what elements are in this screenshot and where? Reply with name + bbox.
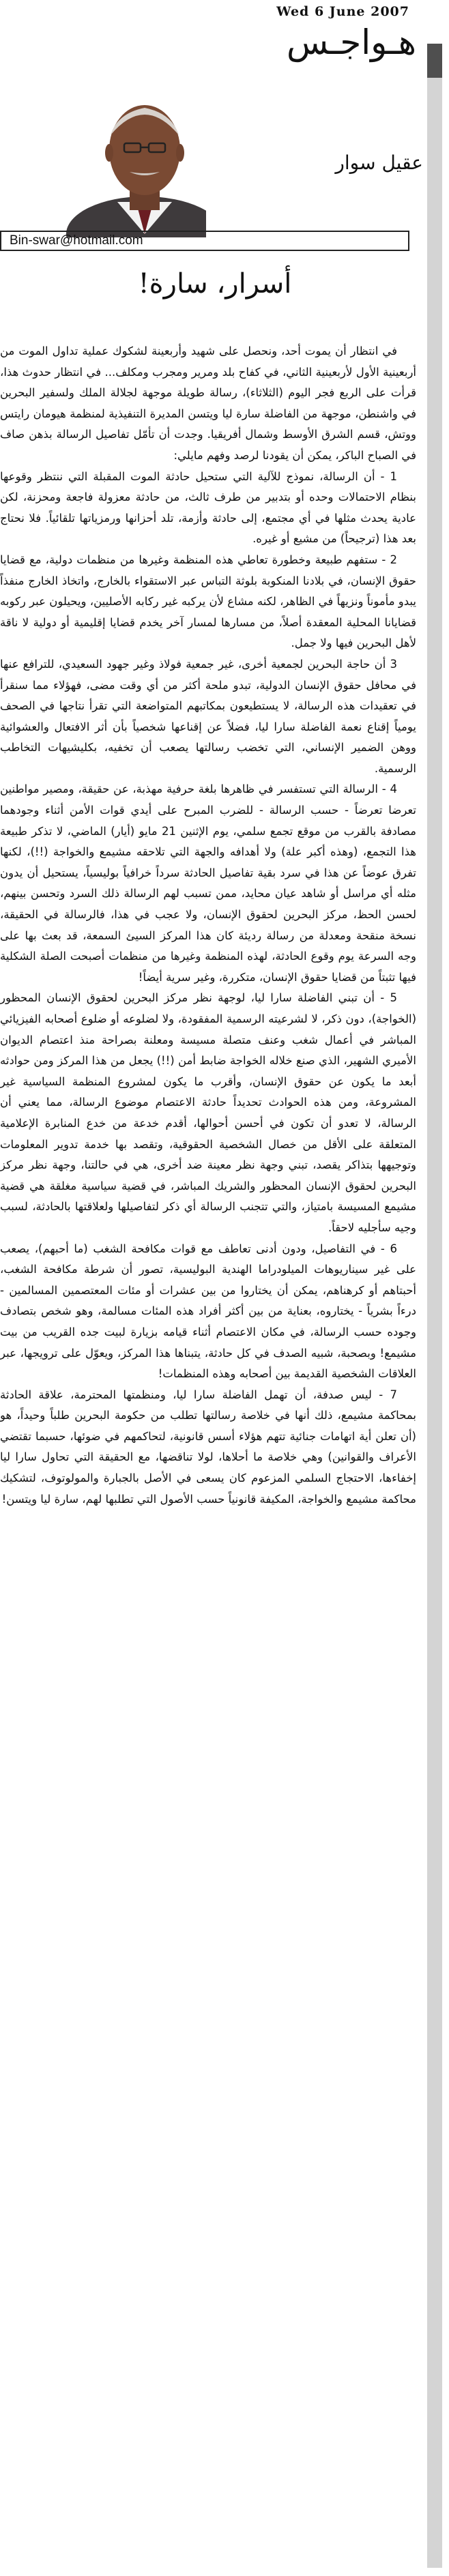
column-name: هـواجـس bbox=[286, 23, 416, 62]
author-email: Bin-swar@hotmail.com bbox=[10, 233, 143, 248]
article-headline: أسرار، سارة! bbox=[138, 268, 292, 299]
column-side-bar-dark bbox=[427, 44, 442, 78]
article-body bbox=[0, 341, 416, 1510]
author-portrait bbox=[42, 87, 206, 237]
author-email-box bbox=[0, 231, 409, 251]
article-paragraph: 4 - الرسالة التي تستفسر في ظاهرها بلغة حرفية مهذبة، عن حقيقة، ومصير مواطنين تعرضا تعرضاً - حسب الرسالة - للضرب المبرح على أيدي قوات الأمن أثناء وجودهما مصادفة بالقرب من موقع تجمع سلمي، يوم الإثنين 21 مايو (أيار) الماضي، لا تذكر طبيعة هذا التجمع، (وهذه أكبر علة) ولا أهدافه والجهة التي تلاحقه مشيمع والخواجة (!!)، لكنها تفرق عوضاً عن هذا في سرد بقية تفاصيل الحادثة سرداً خرافياً بوليسياً، يستحيل أن يدون مثله أي مراسل أو شاهد عيان محايد، ممن تسبب لهم الرسالة ذلك السرد وتحسن بينهم، لحسن الحظ، مركز البحرين لحقوق الإنسان، ولا عجب في هذا، فالرسالة في الحقيقة، نسخة منقحة ومعدلة من رسالة رديئة كان هذا المركز السيئ السمعة، قد بعث بها على وجه السرعة يوم وقوع الحادثة، لهذه المنظمة وغيرها من منظمات أصبحت الصلة الشكلية فيها تثبتاً من قضايا حقوق الإنسان، متكررة، وغير سرية أيضاً! bbox=[0, 782, 416, 984]
author-name: عقيل سوار bbox=[335, 151, 423, 174]
article-paragraph: 5 - أن تبني الفاضلة سارا ليا، لوجهة نظر مركز البحرين لحقوق الإنسان المحظور (الخواجة)، دون ذكر، لا لشرعيته الرسمية المفقودة، ولا لضلوعه أو ضلوع أصحابه الفيزيائي المباشر في أعمال شغب وعنف متصلة مسيسة ومعلنة بصراحة منذ اعتصام الديوان الأميري الشهير، الذي صنع خلاله الخواجة ضابط أمن (!!) يجعل من هذا المركز ومن حوادثه أبعد ما يكون عن حقوق الإنسان، وأقرب ما يكون لمشروع المنظمة السياسية غير المشروعة، ومن هذه الحوادث تحديداً حادثة الاعتصام موضوع الرسالة، مما يعني أن الرسالة، لا تعدو أن تكون في أحسن أحوالها، أقدم خدعة من خدع المنابرة الإعلامية المتعلقة على الأقل من خصال الشخصية الحقوقية، وتقصد بها خدمة تدوير المعلومات وتوجيهها بتذاكر يقصد، تبني وجهة نظر معينة ضد أخرى، هي في حالتنا، وجهة نظر مركز البحرين لحقوق الإنسان المحظور والشريك المباشر، في قضية سياسية مغلقة هي قضية مشيمع المسيسة بامتياز، والتي تتجنب الرسالة أي ذكر لتفاصيلها ولعلاقتها بالحادثة، لسبب وجيه سأجليه لاحقاً. bbox=[0, 991, 416, 1234]
article-paragraph: 3 أن حاجة البحرين لجمعية أخرى، غير جمعية فولاذ وغير جهود السعيدي، للترافع عنها في محافل حقوق الإنسان الدولية، تبدو ملحة أكثر من أي وقت مضى، فهؤلاء مما سنقرأ في تعقيدات هذه الرسالة، لا يستطيعون بمكاتبهم المتواضعة التي تقرأ نتاجها في الصحف يومياً إقناع نعمة الفاضلة سارا ليا، فضلاً عن إقناعها شخصياً بأن أثر الافتعال والعشوائية ووهن الضمير الإنساني، التي تخضب رسالتها يصعب أن تخفيه، بكليشيهات التخاطب الرسمية. bbox=[0, 657, 416, 775]
article-paragraph: 2 - ستفهم طبيعة وخطورة تعاطي هذه المنظمة وغيرها من منظمات دولية، مع قضايا حقوق الإنسان، في بلادنا المنكوبة بلوثة التباس عبر الاستقواء بالخارج، واتخاذ الخارج منفذاً يبدو مأموناً ونزيهاً في الظاهر، لكنه مشاع لأن يركبه غير ركابه الأصليين، ويحيلون عبر ركوبه قضايانا المحلية المعقدة أصلاً، من مسارها لمسار آخر يخدم قضايا إقليمية أو دولية لا ناقة لأهل البحرين فيها ولا جمل. bbox=[0, 553, 416, 650]
publication-date: Wed 6 June 2007 bbox=[276, 4, 409, 19]
article-paragraph: 1 - أن الرسالة، نموذج للآلية التي ستحيل حادثة الموت المقبلة التي ننتظر وقوعها بنظام الاحتمالات وحده أو بتدبير من طرف ثالث، من حادثة معزولة فاجعة ومحزنة، لكن عادية يحدث مثلها في أي مجتمع، إلى حادثة وأزمة، تلد أحزانها ورمزياتها تلقائياً. فلا نحتاج بعد هذا (ترجيحاً) من مشيع أو غيره. bbox=[0, 469, 416, 546]
article-paragraph: 6 - في التفاصيل، ودون أدنى تعاطف مع قوات مكافحة الشغب (ما أحبهم)، يصعب على غير سيناريوهات الميلودراما الهندية البوليسية، تصور أن شرطة مكافحة الشغب، أحبتاهم أو كرهناهم، يمكن أن يختاروا من بين عشرات أو مئات المعتصمين المسالمين - درءاً بشرياً - يختاروه، بعناية من بين أكثر أفراد هذه المئات مسالمة، وهو شخص بتصادف وجوده حسب الرسالة، في مكان الاعتصام أثناء قيامه بزيارة لبيت جده القريب من بيت مشيمع! وبصحبة، شبيه الصدف في كل حادثة، يتبناها هذا المركز، ويعوّل على ترويجها، عبر العلاقات الشخصية القديمة بين أصحابه وهذه المنظمات! bbox=[0, 1242, 416, 1381]
article-paragraph: 7 - ليس صدفة، أن تهمل الفاضلة سارا ليا، ومنظمتها المحترمة، علاقة الحادثة بمحاكمة مشيمع، ذلك أنها في خلاصة رسالتها تطلب من حكومة البحرين طلباً وحيداً، هو (أن تعلن أية اتهامات جنائية تتهم هؤلاء أسس قانونية، لتحاكمهم في ضوئها، حسبما تقتضي الأعراف والقوانين) وهي خلاصة ما أحلاها، لولا تناقضها، مع الحقيقة التي تحاول سارا ليا إخفاءها، الاحتجاج السلمي المزعوم كان يسعى في الأصل بالجبارة والمولوتوف، لتشكيك محاكمة مشيمع والخواجة، المكيفة قانونياً حسب الأصول التي تطلبها لهم، سارة ليا ويتسن! bbox=[0, 1388, 416, 1506]
column-side-bar-light bbox=[427, 78, 442, 2568]
article-paragraph: في انتظار أن يموت أحد، ونحصل على شهيد وأربعينة لشكوك عملية تداول الموت من أربعينية الأول لأربعينية الثاني، في كفاح بلد ومرير ومجرب ومكلف... في انتظار حدوث هذا، قرأت على الربع فجر اليوم (الثلاثاء)، رسالة طويلة موجهة لجلالة الملك ولسفير البحرين في واشنطن، موجهة من الفاضلة سارة ليا ويتسن المديرة التنفيذية لمنظمة هيومان رايتس ووتش، قسم الشرق الأوسط وشمال أفريقيا. وجدت أن تأمّل تفاصيل الرسالة بذهن صاف في الصباح الباكر، يمكن أن يقودنا لرصد وفهم مايلي: bbox=[0, 345, 416, 462]
